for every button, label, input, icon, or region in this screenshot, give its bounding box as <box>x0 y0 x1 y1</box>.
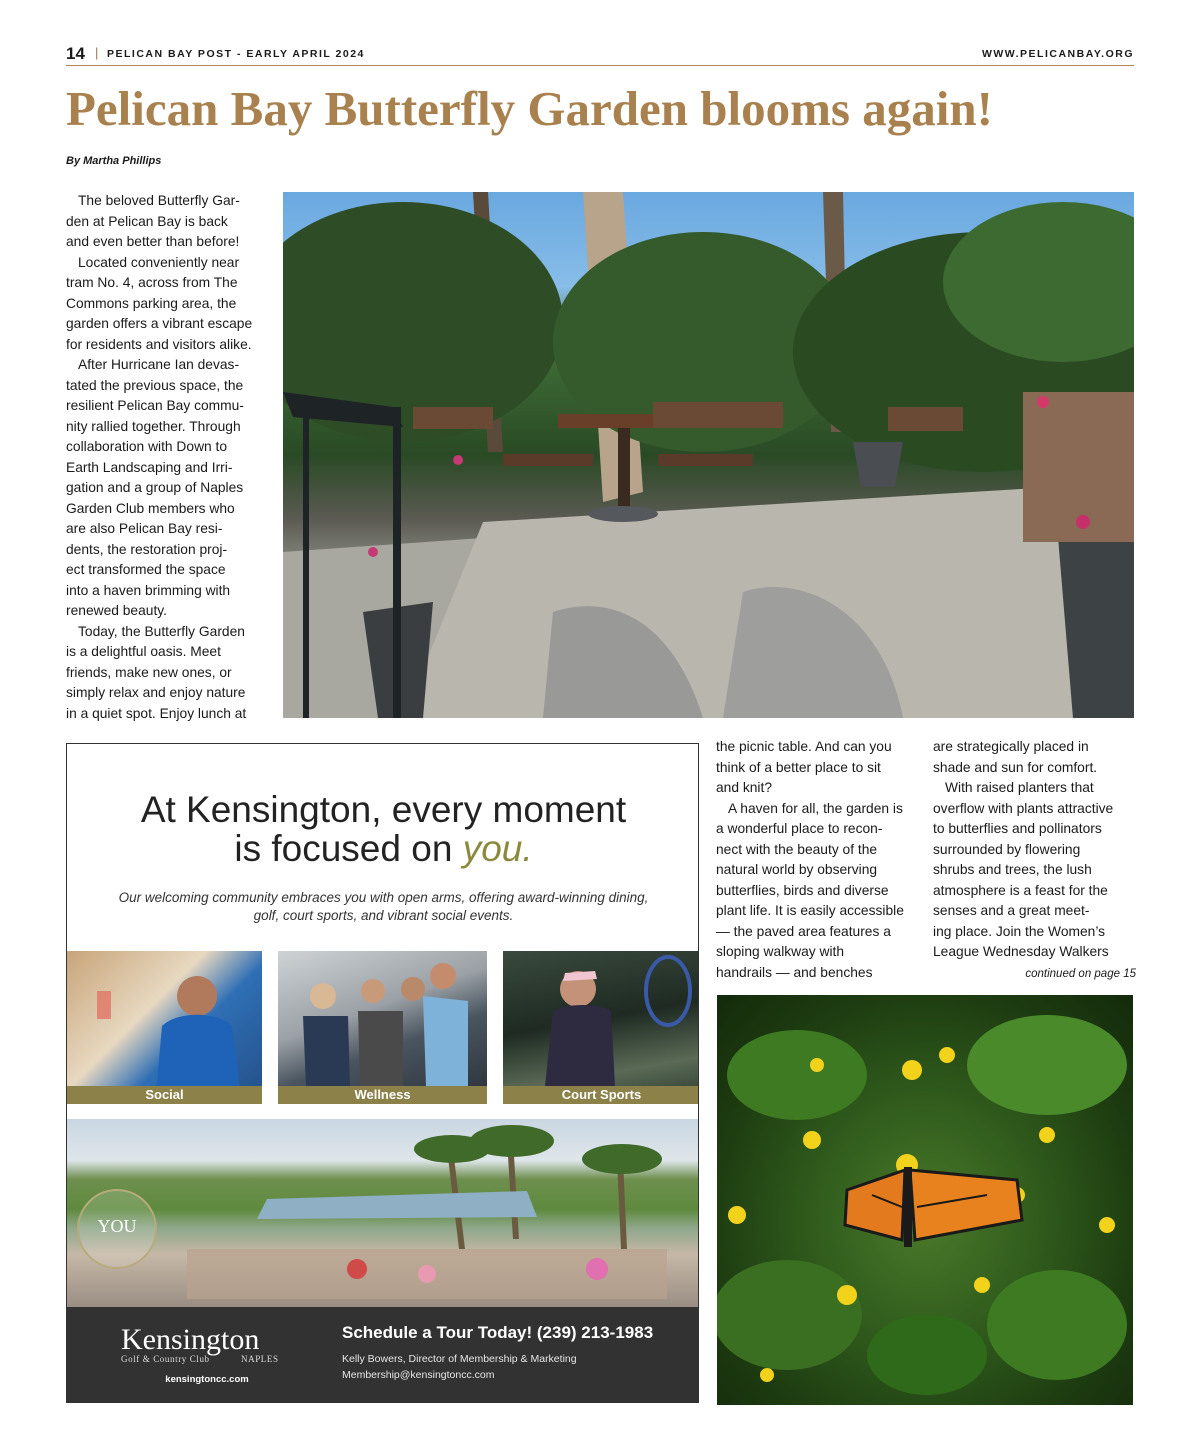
ad-tile-social <box>67 951 262 1104</box>
kensington-logo: Kensington <box>121 1323 260 1356</box>
article-byline: By Martha Phillips <box>66 155 162 167</box>
ad-tile-court-sports <box>503 951 699 1104</box>
ad-headline-accent: you. <box>462 828 533 869</box>
kensington-logo-location: NAPLES <box>241 1354 279 1364</box>
tile-caption: Wellness <box>278 1086 487 1104</box>
butterfly-photo <box>717 995 1133 1405</box>
ad-headline-line2: is focused on <box>234 828 463 869</box>
paragraph: A haven for all, the garden is a wonderful place to recon- nect with the beauty of the natural world by observing butterflies, birds and diverse plant life. It is easily accessible — the paved area features a sloping walkway with handrails — and benches <box>716 800 904 980</box>
seal-text: YOU <box>97 1216 137 1236</box>
publication-name: PELICAN BAY POST - EARLY APRIL 2024 <box>107 48 365 60</box>
ad-contact-email[interactable]: Membership@kensingtoncc.com <box>342 1369 495 1381</box>
ad-contact-name: Kelly Bowers, Director of Membership & Marketing <box>342 1353 577 1365</box>
garden-photo <box>283 192 1134 718</box>
tile-caption: Social <box>67 1086 262 1104</box>
website-link[interactable]: WWW.PELICANBAY.ORG <box>981 48 1134 60</box>
kensington-advertisement[interactable] <box>66 743 699 1403</box>
article-headline: Pelican Bay Butterfly Garden blooms again! <box>66 81 993 136</box>
kensington-logo-subtitle: Golf & Country Club <box>121 1354 210 1364</box>
ad-footer <box>67 1307 699 1403</box>
ad-website-link[interactable]: kensingtoncc.com <box>165 1374 249 1385</box>
ad-headline-line1: At Kensington, every moment <box>140 789 627 830</box>
masthead-separator: | <box>95 45 99 60</box>
article-column-middle <box>716 737 921 983</box>
paragraph: the picnic table. And can you think of a better place to sit and knit? <box>716 739 892 795</box>
article-column-right <box>933 737 1136 984</box>
paragraph: are strategically placed in shade and sun for comfort. <box>933 739 1098 775</box>
welcome-seal-logo <box>77 1189 157 1269</box>
ad-headline <box>67 790 699 868</box>
ad-call-to-action[interactable]: Schedule a Tour Today! (239) 213-1983 <box>342 1323 654 1342</box>
ad-tile-wellness <box>278 951 487 1104</box>
paragraph: Located conveniently near tram No. 4, across from The Commons parking area, the garden offers a vibrant escape for residents and visitors alike. <box>66 254 253 352</box>
ad-subhead: Our welcoming community embraces you with open arms, offering award-winning dining, golf, court sports, and vibrant social events. <box>118 890 649 923</box>
paragraph: Today, the Butterfly Garden is a delightful oasis. Meet friends, make new ones, or simply relax and enjoy nature in a quiet spot. Enjoy lunch at <box>66 623 247 721</box>
page-number: 14 <box>66 44 85 63</box>
paragraph: The beloved Butterfly Gar- den at Pelican Bay is back and even better than before! <box>66 193 240 249</box>
paragraph: With raised planters that overflow with plants attractive to butterflies and pollinators surrounded by flowering shrubs and trees, the lush atmosphere is a feast for the senses and a great meet- ing place. Join the Women’s League Wednesday Walkers <box>933 780 1114 959</box>
tile-caption: Court Sports <box>503 1086 699 1104</box>
continued-note[interactable]: continued on page 15 <box>1025 967 1136 980</box>
masthead <box>66 44 1134 66</box>
paragraph: After Hurricane Ian devas- tated the previous space, the resilient Pelican Bay commu- nity rallied together. Through collaboration with Down to Earth Landscaping and Irri- gation and a group of Naples Garden Club members who are also Pelican Bay resi- dents, the restoration proj- ect transformed the space into a haven brimming with renewed beauty. <box>66 357 244 618</box>
article-column-left <box>66 191 265 724</box>
ad-club-photo <box>67 1119 699 1307</box>
